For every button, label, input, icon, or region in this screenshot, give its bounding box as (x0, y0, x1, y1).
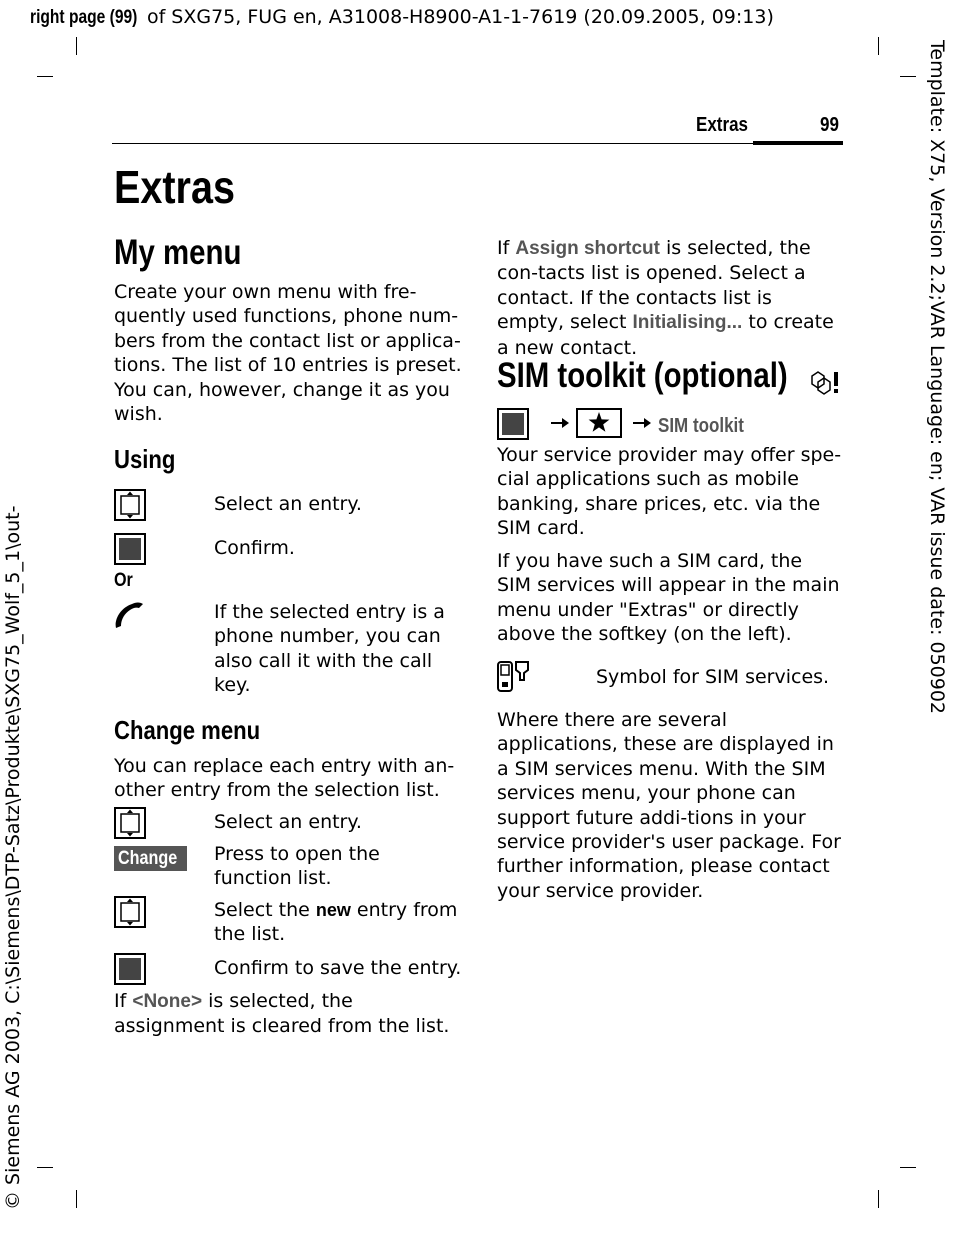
navigation-key-icon (114, 807, 146, 839)
my-menu-intro: Create your own menu with fre-quently used functions, phone num-bers from the contact list or applica-tions. The list of 10 entries is preset. You can, however, change it as you wish. (114, 281, 462, 426)
navigation-key-icon (114, 489, 146, 521)
print-info-line (30, 6, 774, 29)
select-key-icon (114, 533, 146, 565)
my-menu-heading: My menu (114, 233, 242, 272)
change-softkey: Change (114, 846, 187, 871)
using-row-call: If the selected entry is a phone number, you can also call it with the call key. (214, 601, 445, 697)
change-row-new: Select the new entry from the list. (214, 899, 458, 946)
sim-para-2: If you have such a SIM card, the SIM services will appear in the main menu under "Extras" or directly above the softkey (on the left). (497, 550, 840, 646)
change-row-save: Confirm to save the entry. (214, 957, 462, 979)
extras-menu-icon (576, 408, 622, 438)
using-row-select: Select an entry. (214, 493, 362, 515)
print-info-rest: of SXG75, FUG en, A31008-H8900-A1-1-7619 (20.09.2005, 09:13) (140, 6, 774, 28)
header-rule (112, 143, 843, 144)
sim-symbol-text: Symbol for SIM services. (596, 666, 830, 688)
none-note: If <None> is selected, the assignment is cleared from the list. (114, 990, 450, 1038)
crop-mark (37, 76, 53, 77)
crop-mark (878, 1190, 879, 1208)
using-row-confirm: Confirm. (214, 537, 295, 559)
crop-mark (900, 76, 916, 77)
call-key-icon (112, 600, 146, 630)
page-number: 99 (820, 114, 839, 136)
arrow-right-icon (632, 415, 652, 431)
crop-mark (878, 37, 879, 55)
select-key-icon (497, 408, 529, 440)
print-info-bold: right page (99) (30, 7, 138, 28)
change-menu-heading: Change menu (114, 715, 261, 745)
using-heading: Using (114, 444, 176, 474)
network-dependent-icon (806, 368, 840, 396)
crop-mark (900, 1167, 916, 1168)
sim-services-icon (496, 660, 532, 694)
change-menu-intro: You can replace each entry with an-other entry from the selection list. (114, 755, 455, 802)
sim-toolkit-heading: SIM toolkit (optional) (497, 356, 788, 395)
header-rule-thick (753, 141, 843, 145)
crop-mark (76, 37, 77, 55)
or-label: Or (114, 570, 133, 591)
sim-toolkit-path-label: SIM toolkit (658, 415, 744, 437)
select-key-icon (114, 953, 146, 985)
sim-para-1: Your service provider may offer spe-cial applications such as mobile banking, share prices, etc. via the SIM card. (497, 444, 842, 540)
assign-shortcut-para: If Assign shortcut is selected, the con-tacts list is opened. Select a contact. If the contacts list is empty, select Initialising... to create a new contact. (497, 237, 834, 359)
left-margin-text: © Siemens AG 2003, C:\Siemens\DTP-Satz\Produkte\SXG75_Wolf_5_1\out- (2, 505, 24, 1210)
crop-mark (37, 1167, 53, 1168)
change-row-open: Press to open the function list. (214, 843, 380, 890)
right-margin-text: Template: X75, Version 2.2;VAR Language: en; VAR issue date: 050902 (926, 40, 948, 715)
sim-para-3: Where there are several applications, these are displayed in a SIM services menu. With the SIM services menu, your phone can support future addi-tions in your service provider's user package. For further information, please contact your service provider. (497, 709, 841, 902)
arrow-right-icon (550, 415, 570, 431)
running-title: Extras (696, 114, 748, 136)
navigation-key-icon (114, 896, 146, 928)
change-row-select: Select an entry. (214, 811, 362, 833)
crop-mark (76, 1190, 77, 1208)
chapter-title: Extras (114, 161, 235, 213)
